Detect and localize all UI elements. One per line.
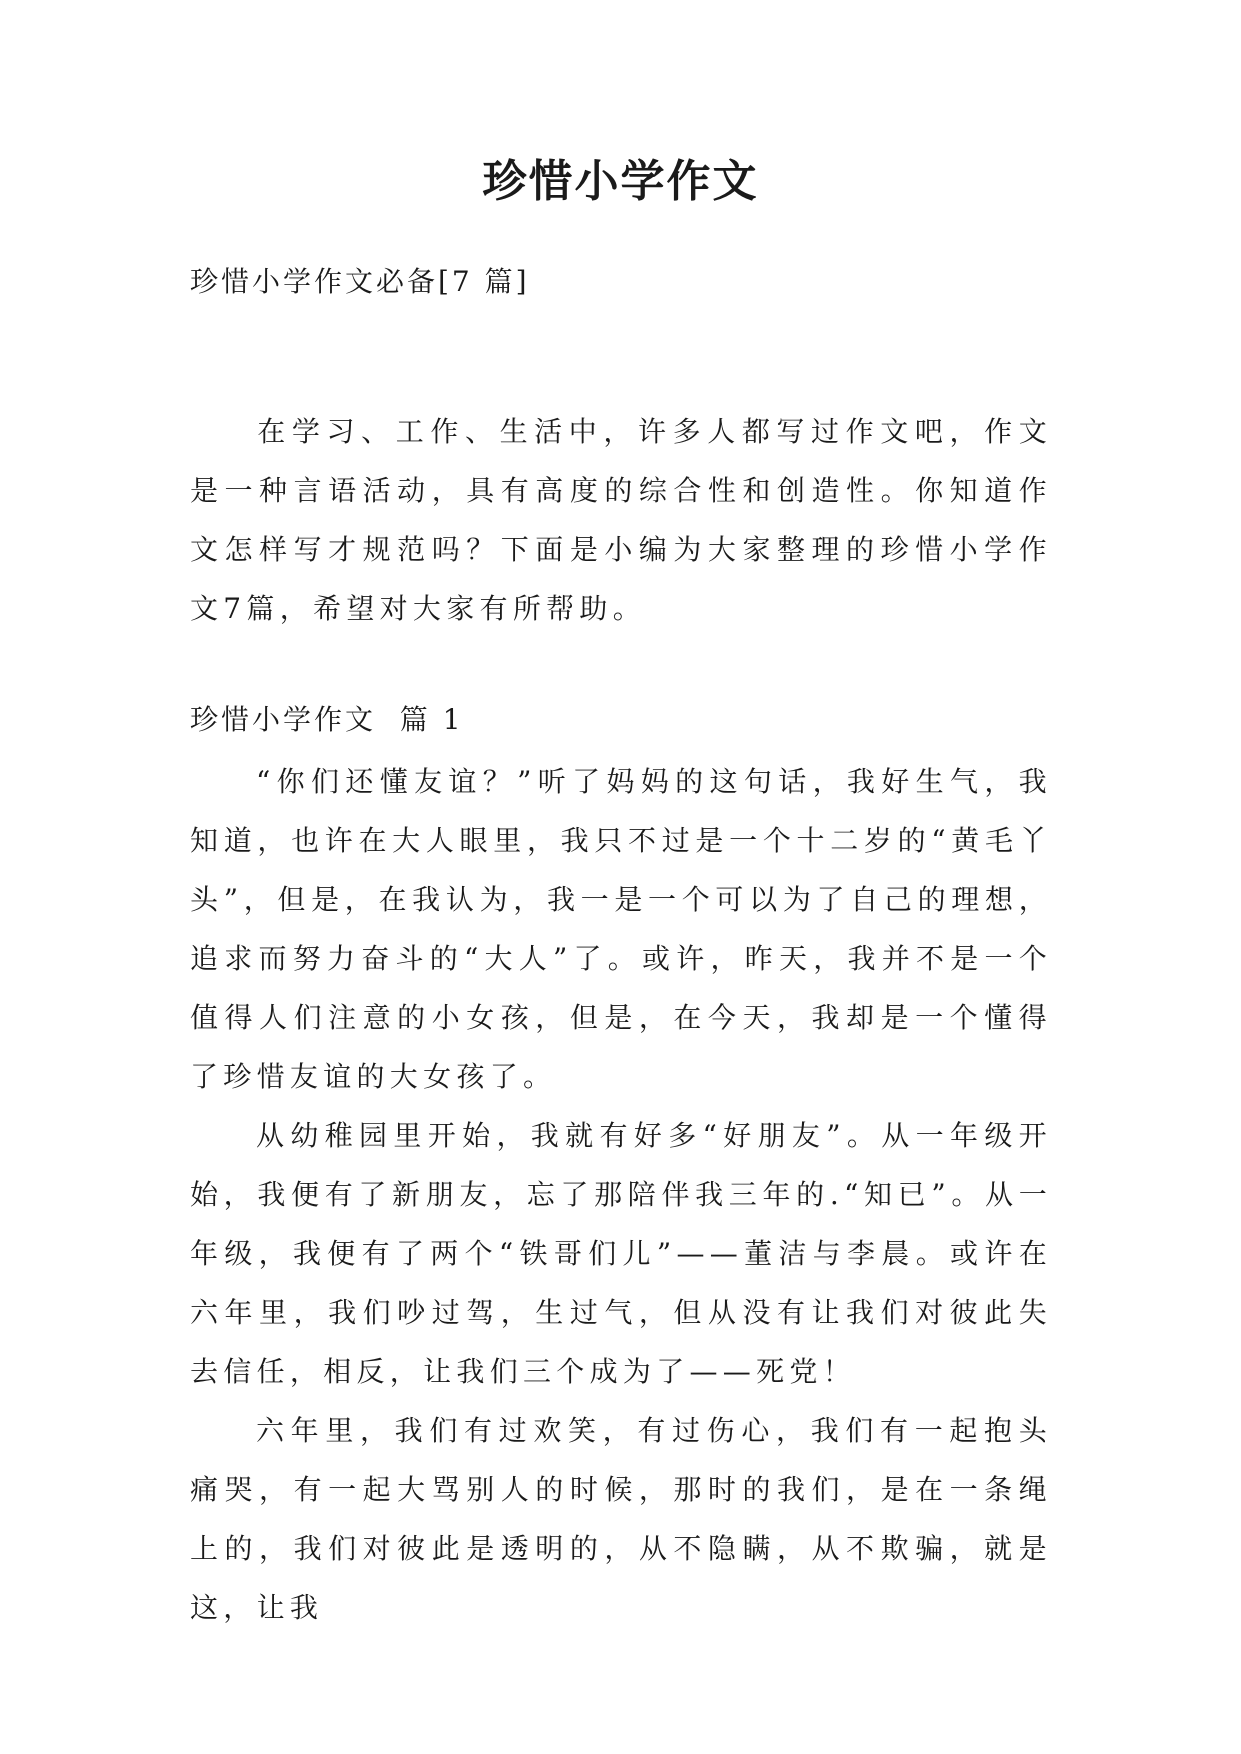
section-heading: 珍惜小学作文 篇 1: [190, 703, 464, 736]
article-paragraph-3: 六年里，我们有过欢笑，有过伤心，我们有一起抱头痛哭，有一起大骂别人的时候，那时的我们，是在一条绳上的，我们对彼此是透明的，从不隐瞒，从不欺骗，就是这，让我: [190, 1414, 1052, 1624]
document-subtitle: 珍惜小学作文必备[7 篇]: [190, 265, 530, 298]
article-paragraph-1: “你们还懂友谊？”听了妈妈的这句话，我好生气，我知道，也许在大人眼里，我只不过是一个十二岁的“黄毛丫头”，但是，在我认为，我一是一个可以为了自己的理想，追求而努力奋斗的“大人”了。或许，昨天，我并不是一个值得人们注意的小女孩，但是，在今天，我却是一个懂得了珍惜友谊的大女孩了。: [190, 765, 1052, 1093]
document-title: 珍惜小学作文: [482, 156, 759, 207]
article-paragraph-2: 从幼稚园里开始，我就有好多“好朋友”。从一年级开始，我便有了新朋友，忘了那陪伴我三年的.“知已”。从一年级，我便有了两个“铁哥们儿”——董洁与李晨。或许在六年里，我们吵过驾，生过气，但从没有让我们对彼此失去信任，相反，让我们三个成为了——死党！: [190, 1119, 1052, 1388]
intro-paragraph: [190, 402, 1052, 638]
article-body: [190, 752, 1052, 1637]
intro-text: 在学习、工作、生活中，许多人都写过作文吧，作文是一种言语活动，具有高度的综合性和创造性。你知道作文怎样写才规范吗？下面是小编为大家整理的珍惜小学作文7篇，希望对大家有所帮助。: [190, 415, 1052, 625]
